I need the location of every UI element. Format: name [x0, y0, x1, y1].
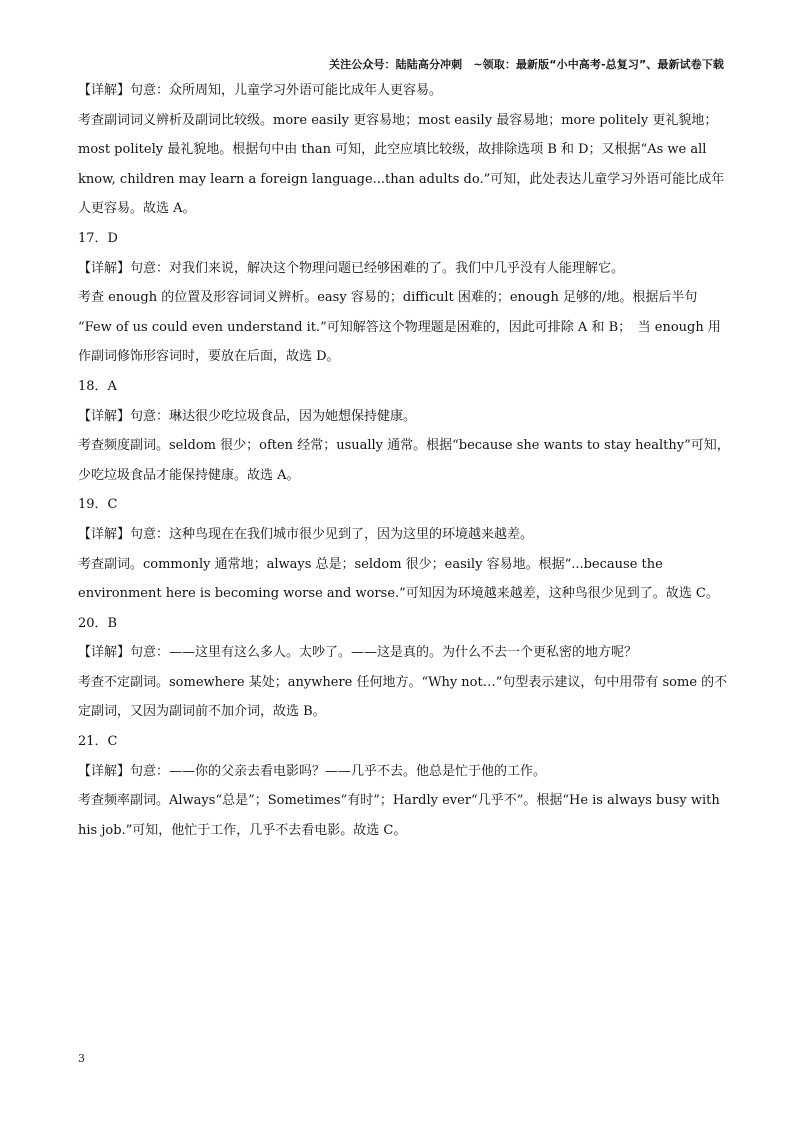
explanation-translation: 【详解】句意：这种鸟现在在我们城市很少见到了，因为这里的环境越来越差。 — [78, 526, 534, 542]
explanation-translation: 【详解】句意：——你的父亲去看电影吗？——几乎不去。他总是忙于他的工作。 — [78, 763, 547, 779]
explanation-translation: 【详解】句意：——这里有这么多人。太吵了。——这是真的。为什么不去一个更私密的地方呢？ — [78, 645, 638, 661]
explanation-translation: 【详解】句意：琳达很少吃垃圾食品，因为她想保持健康。 — [78, 408, 417, 424]
question-number: 17．D — [78, 230, 118, 246]
explanation-translation: 【详解】句意：众所周知，儿童学习外语可能比成年人更容易。 — [78, 83, 443, 98]
explanation-translation: 【详解】句意：对我们来说，解决这个物理问题已经够困难的了。我们中几乎没有人能理解它。 — [78, 260, 625, 276]
header-banner: 关注公众号：陆陆高分冲刺 ~领取：最新版“小中高考-总复习”、最新试卷下载 — [329, 58, 724, 71]
section-18 — [78, 372, 730, 490]
page-number: 3 — [78, 1052, 85, 1065]
explanation-analysis: 考查副词。commonly 通常地；always 总是；seldom 很少；easily 容易地。根据“...because the environment here is becoming worse and worse.”可知因为环境越来越差，这种鸟很少见到了。故选 C。 — [78, 556, 719, 602]
answer-explanations — [78, 76, 730, 845]
explanation-analysis: 考查频度副词。seldom 很少；often 经常；usually 通常。根据“because she wants to stay healthy”可知，少吃垃圾食品才能保持健康。故选 A。 — [78, 438, 730, 483]
section-20 — [78, 609, 730, 727]
question-number: 18．A — [78, 378, 117, 394]
section-17 — [78, 224, 730, 372]
explanation-analysis: 考查频率副词。Always“总是”；Sometimes“有时”；Hardly ever“几乎不”。根据“He is always busy with his job.”可知，他忙于工作，几乎不去看电影。故选 C。 — [78, 793, 720, 838]
section-19 — [78, 490, 730, 608]
question-number: 21．C — [78, 734, 118, 750]
section-16-continued — [78, 76, 730, 224]
explanation-analysis: 考查副词词义辨析及副词比较级。more easily 更容易地；most easily 最容易地；more politely 更礼貌地；most politely 最礼貌地。根据句中由 than 可知，此空应填比较级，故排除选项 B 和 D；又根据“As we all know, children may learn a foreign language...than adults do.”可知，此处表达儿童学习外语可能比成年人更容易。故选 A。 — [78, 112, 725, 217]
question-number: 19．C — [78, 497, 118, 513]
explanation-analysis: 考查不定副词。somewhere 某处；anywhere 任何地方。“Why not…”句型表示建议，句中用带有 some 的不定副词，又因为副词前不加介词，故选 B。 — [78, 674, 728, 720]
question-number: 20．B — [78, 615, 118, 631]
explanation-analysis: 考查 enough 的位置及形容词词义辨析。easy 容易的；difficult 困难的；enough 足够的/地。根据后半句 “Few of us could even understand it.”可知解答这个物理题是困难的，因此可排除 A 和 B； 当 enough 用作副词修饰形容词时，要放在后面，故选 D。 — [78, 290, 721, 365]
section-21 — [78, 727, 730, 845]
